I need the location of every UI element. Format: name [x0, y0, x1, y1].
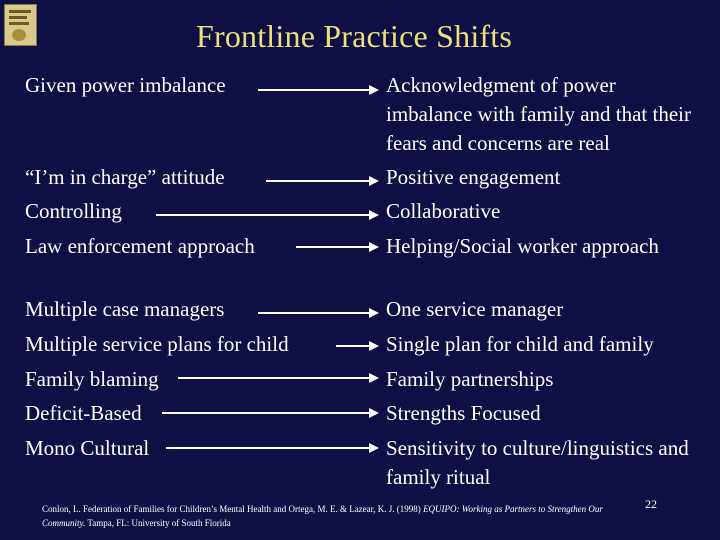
arrow-icon	[336, 345, 370, 347]
shift-to: Helping/Social worker approach	[386, 234, 659, 258]
citation	[42, 502, 622, 530]
shift-from: Multiple case managers	[25, 297, 225, 321]
arrow-icon	[296, 246, 370, 248]
arrow-icon	[156, 214, 370, 216]
arrow-icon	[266, 180, 370, 182]
shift-from: Controlling	[25, 199, 122, 223]
shift-from: Law enforcement approach	[25, 234, 255, 258]
shift-to: Sensitivity to culture/linguistics and family ritual	[386, 436, 689, 489]
shift-to: One service manager	[386, 297, 564, 321]
arrow-icon	[178, 377, 370, 379]
shift-from: Family blaming	[25, 367, 159, 391]
shift-from: “I’m in charge” attitude	[25, 165, 225, 189]
shift-to: Family partnerships	[386, 367, 554, 391]
page-number: 22	[645, 497, 657, 511]
arrow-icon	[162, 412, 370, 414]
shift-to: Acknowledgment of power imbalance with family and that their fears and concerns are real	[386, 73, 691, 155]
shift-to: Strengths Focused	[386, 401, 541, 425]
shift-from: Multiple service plans for child	[25, 332, 289, 356]
shift-from: Mono Cultural	[25, 436, 150, 460]
shift-from: Deficit-Based	[25, 401, 142, 425]
citation-publisher: Tampa, FL: University of South Florida	[87, 518, 231, 528]
arrow-icon	[258, 312, 370, 314]
shift-from: Given power imbalance	[25, 73, 226, 97]
slide-title: Frontline Practice Shifts	[195, 18, 513, 54]
arrow-icon	[166, 447, 370, 449]
shift-to: Positive engagement	[386, 165, 561, 189]
citation-authors: Conlon, L. Federation of Families for Children’s Mental Health and Ortega, M. E. & Lazear, K. J. (1998)	[42, 504, 421, 514]
citation-work: EQUIPO: Working as Partners to Strengthen Our Community.	[42, 504, 603, 528]
shift-to: Collaborative	[386, 199, 501, 223]
arrow-icon	[258, 89, 370, 91]
shift-to: Single plan for child and family	[386, 332, 654, 356]
